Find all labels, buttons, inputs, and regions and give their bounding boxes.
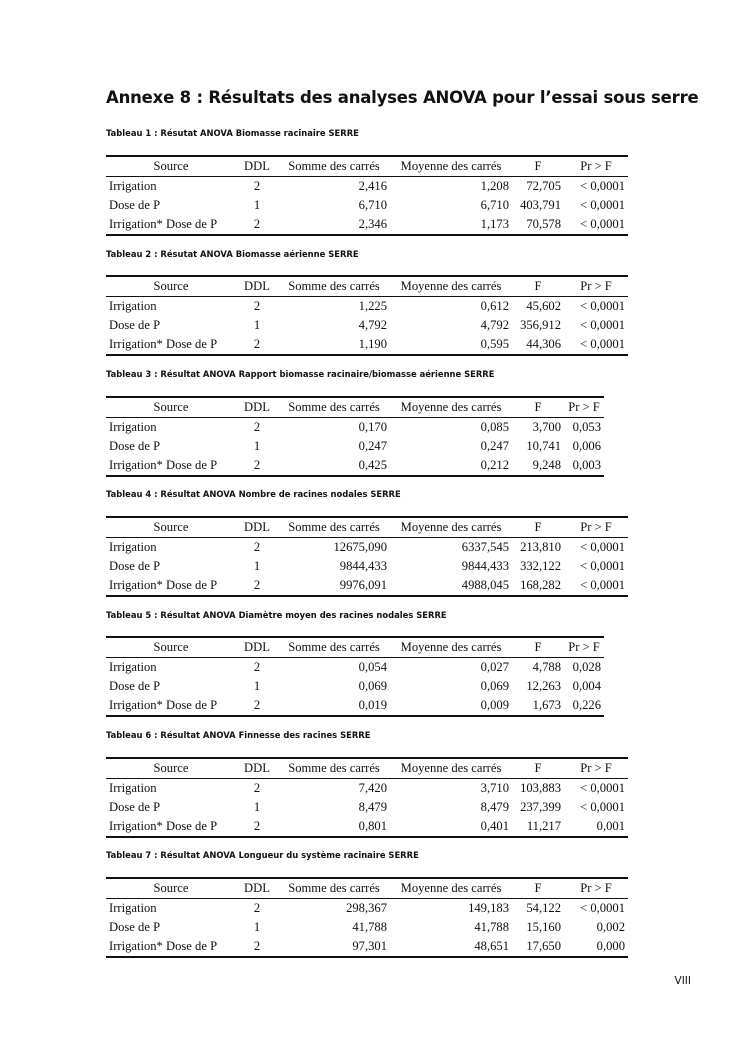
table-caption: Tableau 5 : Résultat ANOVA Diamètre moyen des racines nodales SERRE — [106, 610, 447, 620]
cell-msq: 0,612 — [480, 299, 509, 313]
table-row — [106, 779, 628, 799]
cell-source: Dose de P — [109, 679, 161, 693]
table-row — [106, 937, 628, 957]
col-header-p: Pr > F — [564, 156, 628, 177]
cell-f: 332,122 — [520, 559, 561, 573]
page-number: VIII — [674, 975, 691, 987]
col-header-ssq: Somme des carrés — [278, 758, 390, 779]
table-row — [106, 456, 604, 476]
cell-source: Irrigation — [109, 660, 157, 674]
cell-p: 0,006 — [572, 439, 601, 453]
col-header-msq: Moyenne des carrés — [390, 637, 512, 658]
cell-ddl: 2 — [236, 817, 278, 837]
col-header-ddl: DDL — [236, 397, 278, 418]
col-header-ssq: Somme des carrés — [278, 397, 390, 418]
cell-source: Irrigation* Dose de P — [106, 335, 236, 355]
cell-msq: 0,069 — [480, 679, 509, 693]
cell-msq: 1,208 — [480, 179, 509, 193]
cell-ddl: 1 — [253, 800, 261, 814]
col-header-f: F — [512, 156, 564, 177]
col-header-ddl: DDL — [236, 517, 278, 538]
col-header-p: Pr > F — [564, 397, 604, 418]
col-header-ssq: Somme des carrés — [278, 517, 390, 538]
cell-source: Dose de P — [109, 198, 161, 212]
cell-ssq: 9976,091 — [278, 576, 390, 596]
col-header-ddl: DDL — [236, 878, 278, 899]
cell-msq: 3,710 — [480, 781, 509, 795]
table-row — [106, 918, 628, 937]
cell-ssq: 1,225 — [358, 299, 387, 313]
cell-f: 168,282 — [512, 576, 564, 596]
cell-ddl: 1 — [253, 559, 261, 573]
col-header-source: Source — [106, 397, 236, 418]
cell-ssq: 0,247 — [358, 439, 387, 453]
cell-ddl: 2 — [236, 335, 278, 355]
col-header-p: Pr > F — [564, 878, 628, 899]
cell-ddl: 2 — [253, 901, 261, 915]
cell-ddl: 2 — [253, 420, 261, 434]
cell-p: < 0,0001 — [564, 576, 628, 596]
table-caption: Tableau 4 : Résultat ANOVA Nombre de racines nodales SERRE — [106, 489, 401, 499]
cell-ddl: 2 — [236, 576, 278, 596]
cell-ssq: 0,054 — [358, 660, 387, 674]
col-header-ssq: Somme des carrés — [278, 156, 390, 177]
cell-p: 0,226 — [564, 696, 604, 716]
cell-msq: 0,247 — [480, 439, 509, 453]
col-header-ddl: DDL — [236, 156, 278, 177]
cell-msq: 6,710 — [480, 198, 509, 212]
table-row — [106, 177, 628, 197]
col-header-ddl: DDL — [236, 758, 278, 779]
cell-f: 72,705 — [526, 179, 561, 193]
cell-f: 403,791 — [520, 198, 561, 212]
table-caption: Tableau 3 : Résultat ANOVA Rapport biomasse racinaire/biomasse aérienne SERRE — [106, 369, 495, 379]
cell-msq: 48,651 — [390, 937, 512, 957]
cell-source: Irrigation* Dose de P — [106, 937, 236, 957]
table-row — [106, 316, 628, 335]
cell-msq: 0,027 — [480, 660, 509, 674]
table-row — [106, 798, 628, 817]
cell-p: 0,000 — [564, 937, 628, 957]
col-header-ddl: DDL — [236, 276, 278, 297]
cell-p: 0,002 — [596, 920, 625, 934]
table-row — [106, 899, 628, 919]
table-row — [106, 418, 604, 438]
cell-f: 70,578 — [512, 215, 564, 235]
cell-source: Dose de P — [109, 920, 161, 934]
cell-ssq: 9844,433 — [339, 559, 387, 573]
cell-msq: 0,009 — [390, 696, 512, 716]
cell-ssq: 8,479 — [358, 800, 387, 814]
cell-source: Dose de P — [109, 800, 161, 814]
cell-f: 237,399 — [520, 800, 561, 814]
table-caption: Tableau 1 : Résutat ANOVA Biomasse racinaire SERRE — [106, 128, 359, 138]
col-header-f: F — [512, 517, 564, 538]
cell-ddl: 1 — [253, 318, 261, 332]
cell-source: Irrigation — [109, 781, 157, 795]
cell-f: 15,160 — [526, 920, 561, 934]
cell-msq: 0,595 — [390, 335, 512, 355]
cell-p: 0,001 — [564, 817, 628, 837]
cell-msq: 6337,545 — [461, 540, 509, 554]
cell-source: Dose de P — [109, 439, 161, 453]
cell-msq: 0,401 — [390, 817, 512, 837]
cell-msq: 8,479 — [480, 800, 509, 814]
table-row — [106, 658, 604, 678]
cell-ddl: 1 — [253, 198, 261, 212]
cell-msq: 41,788 — [474, 920, 509, 934]
cell-ddl: 2 — [236, 215, 278, 235]
col-header-msq: Moyenne des carrés — [390, 517, 512, 538]
cell-f: 44,306 — [512, 335, 564, 355]
cell-p: < 0,0001 — [580, 559, 625, 573]
cell-ddl: 2 — [253, 540, 261, 554]
col-header-ddl: DDL — [236, 637, 278, 658]
cell-p: < 0,0001 — [580, 318, 625, 332]
anova-table-3 — [106, 396, 604, 477]
cell-msq: 0,212 — [390, 456, 512, 476]
table-caption: Tableau 7 : Résultat ANOVA Longueur du système racinaire SERRE — [106, 850, 419, 860]
cell-p: 0,003 — [564, 456, 604, 476]
cell-ddl: 1 — [253, 679, 261, 693]
cell-ddl: 2 — [236, 937, 278, 957]
cell-ssq: 12675,090 — [333, 540, 387, 554]
col-header-ssq: Somme des carrés — [278, 878, 390, 899]
cell-source: Irrigation* Dose de P — [106, 696, 236, 716]
cell-ssq: 6,710 — [358, 198, 387, 212]
cell-ssq: 0,019 — [278, 696, 390, 716]
table-row — [106, 817, 628, 837]
cell-p: < 0,0001 — [580, 198, 625, 212]
cell-f: 17,650 — [512, 937, 564, 957]
cell-msq: 4988,045 — [390, 576, 512, 596]
col-header-source: Source — [106, 878, 236, 899]
page-title: Annexe 8 : Résultats des analyses ANOVA pour l’essai sous serre — [106, 88, 699, 107]
cell-ssq: 7,420 — [358, 781, 387, 795]
table-row — [106, 677, 604, 696]
col-header-source: Source — [106, 276, 236, 297]
cell-ssq: 2,346 — [278, 215, 390, 235]
anova-table-2 — [106, 275, 628, 356]
table-row — [106, 576, 628, 596]
cell-source: Dose de P — [109, 318, 161, 332]
col-header-msq: Moyenne des carrés — [390, 758, 512, 779]
anova-table-5 — [106, 636, 604, 717]
cell-ddl: 1 — [253, 920, 261, 934]
col-header-msq: Moyenne des carrés — [390, 878, 512, 899]
table-row — [106, 696, 604, 716]
col-header-p: Pr > F — [564, 758, 628, 779]
cell-ddl: 2 — [253, 299, 261, 313]
cell-f: 12,263 — [526, 679, 561, 693]
cell-ssq: 0,170 — [358, 420, 387, 434]
cell-source: Irrigation* Dose de P — [106, 215, 236, 235]
table-row — [106, 538, 628, 558]
cell-ddl: 2 — [253, 781, 261, 795]
cell-p: < 0,0001 — [580, 179, 625, 193]
cell-p: < 0,0001 — [580, 299, 625, 313]
cell-p: 0,004 — [572, 679, 601, 693]
table-row — [106, 437, 604, 456]
table-row — [106, 335, 628, 355]
cell-source: Irrigation* Dose de P — [106, 817, 236, 837]
cell-p: < 0,0001 — [564, 215, 628, 235]
table-caption: Tableau 2 : Résutat ANOVA Biomasse aérienne SERRE — [106, 249, 359, 259]
cell-msq: 1,173 — [390, 215, 512, 235]
cell-msq: 149,183 — [468, 901, 509, 915]
col-header-msq: Moyenne des carrés — [390, 156, 512, 177]
anova-table-4 — [106, 516, 628, 597]
cell-p: < 0,0001 — [580, 901, 625, 915]
col-header-f: F — [512, 758, 564, 779]
col-header-f: F — [512, 397, 564, 418]
col-header-p: Pr > F — [564, 276, 628, 297]
cell-source: Irrigation — [109, 420, 157, 434]
cell-ddl: 2 — [236, 456, 278, 476]
cell-f: 11,217 — [512, 817, 564, 837]
cell-f: 10,741 — [526, 439, 561, 453]
cell-ssq: 2,416 — [358, 179, 387, 193]
table-caption: Tableau 6 : Résultat ANOVA Finnesse des racines SERRE — [106, 730, 371, 740]
cell-p: 0,053 — [572, 420, 601, 434]
anova-table-7 — [106, 877, 628, 958]
table-row — [106, 557, 628, 576]
col-header-p: Pr > F — [564, 517, 628, 538]
col-header-f: F — [512, 276, 564, 297]
cell-ddl: 1 — [253, 439, 261, 453]
col-header-source: Source — [106, 758, 236, 779]
cell-source: Dose de P — [109, 559, 161, 573]
cell-f: 103,883 — [520, 781, 561, 795]
cell-p: < 0,0001 — [580, 781, 625, 795]
table-row — [106, 215, 628, 235]
col-header-msq: Moyenne des carrés — [390, 276, 512, 297]
cell-source: Irrigation — [109, 179, 157, 193]
cell-ssq: 0,425 — [278, 456, 390, 476]
cell-source: Irrigation — [109, 540, 157, 554]
anova-table-6 — [106, 757, 628, 838]
cell-ssq: 4,792 — [358, 318, 387, 332]
col-header-source: Source — [106, 637, 236, 658]
cell-f: 1,673 — [512, 696, 564, 716]
cell-source: Irrigation — [109, 901, 157, 915]
cell-p: < 0,0001 — [580, 800, 625, 814]
col-header-f: F — [512, 878, 564, 899]
col-header-source: Source — [106, 517, 236, 538]
col-header-f: F — [512, 637, 564, 658]
cell-f: 54,122 — [526, 901, 561, 915]
col-header-source: Source — [106, 156, 236, 177]
cell-source: Irrigation* Dose de P — [106, 576, 236, 596]
table-row — [106, 297, 628, 317]
cell-source: Irrigation* Dose de P — [106, 456, 236, 476]
anova-table-1 — [106, 155, 628, 236]
cell-ssq: 0,069 — [358, 679, 387, 693]
col-header-p: Pr > F — [564, 637, 604, 658]
cell-msq: 0,085 — [480, 420, 509, 434]
cell-ssq: 0,801 — [278, 817, 390, 837]
cell-ssq: 41,788 — [352, 920, 387, 934]
table-row — [106, 196, 628, 215]
cell-ddl: 2 — [236, 696, 278, 716]
cell-f: 3,700 — [532, 420, 561, 434]
cell-source: Irrigation — [109, 299, 157, 313]
cell-ddl: 2 — [253, 660, 261, 674]
cell-msq: 9844,433 — [461, 559, 509, 573]
cell-f: 213,810 — [520, 540, 561, 554]
cell-p: < 0,0001 — [564, 335, 628, 355]
cell-ssq: 1,190 — [278, 335, 390, 355]
col-header-msq: Moyenne des carrés — [390, 397, 512, 418]
cell-f: 356,912 — [520, 318, 561, 332]
cell-ssq: 97,301 — [278, 937, 390, 957]
col-header-ssq: Somme des carrés — [278, 276, 390, 297]
col-header-ssq: Somme des carrés — [278, 637, 390, 658]
cell-p: < 0,0001 — [580, 540, 625, 554]
cell-f: 9,248 — [512, 456, 564, 476]
cell-ddl: 2 — [253, 179, 261, 193]
cell-ssq: 298,367 — [346, 901, 387, 915]
cell-p: 0,028 — [572, 660, 601, 674]
cell-f: 45,602 — [526, 299, 561, 313]
cell-msq: 4,792 — [480, 318, 509, 332]
cell-f: 4,788 — [532, 660, 561, 674]
